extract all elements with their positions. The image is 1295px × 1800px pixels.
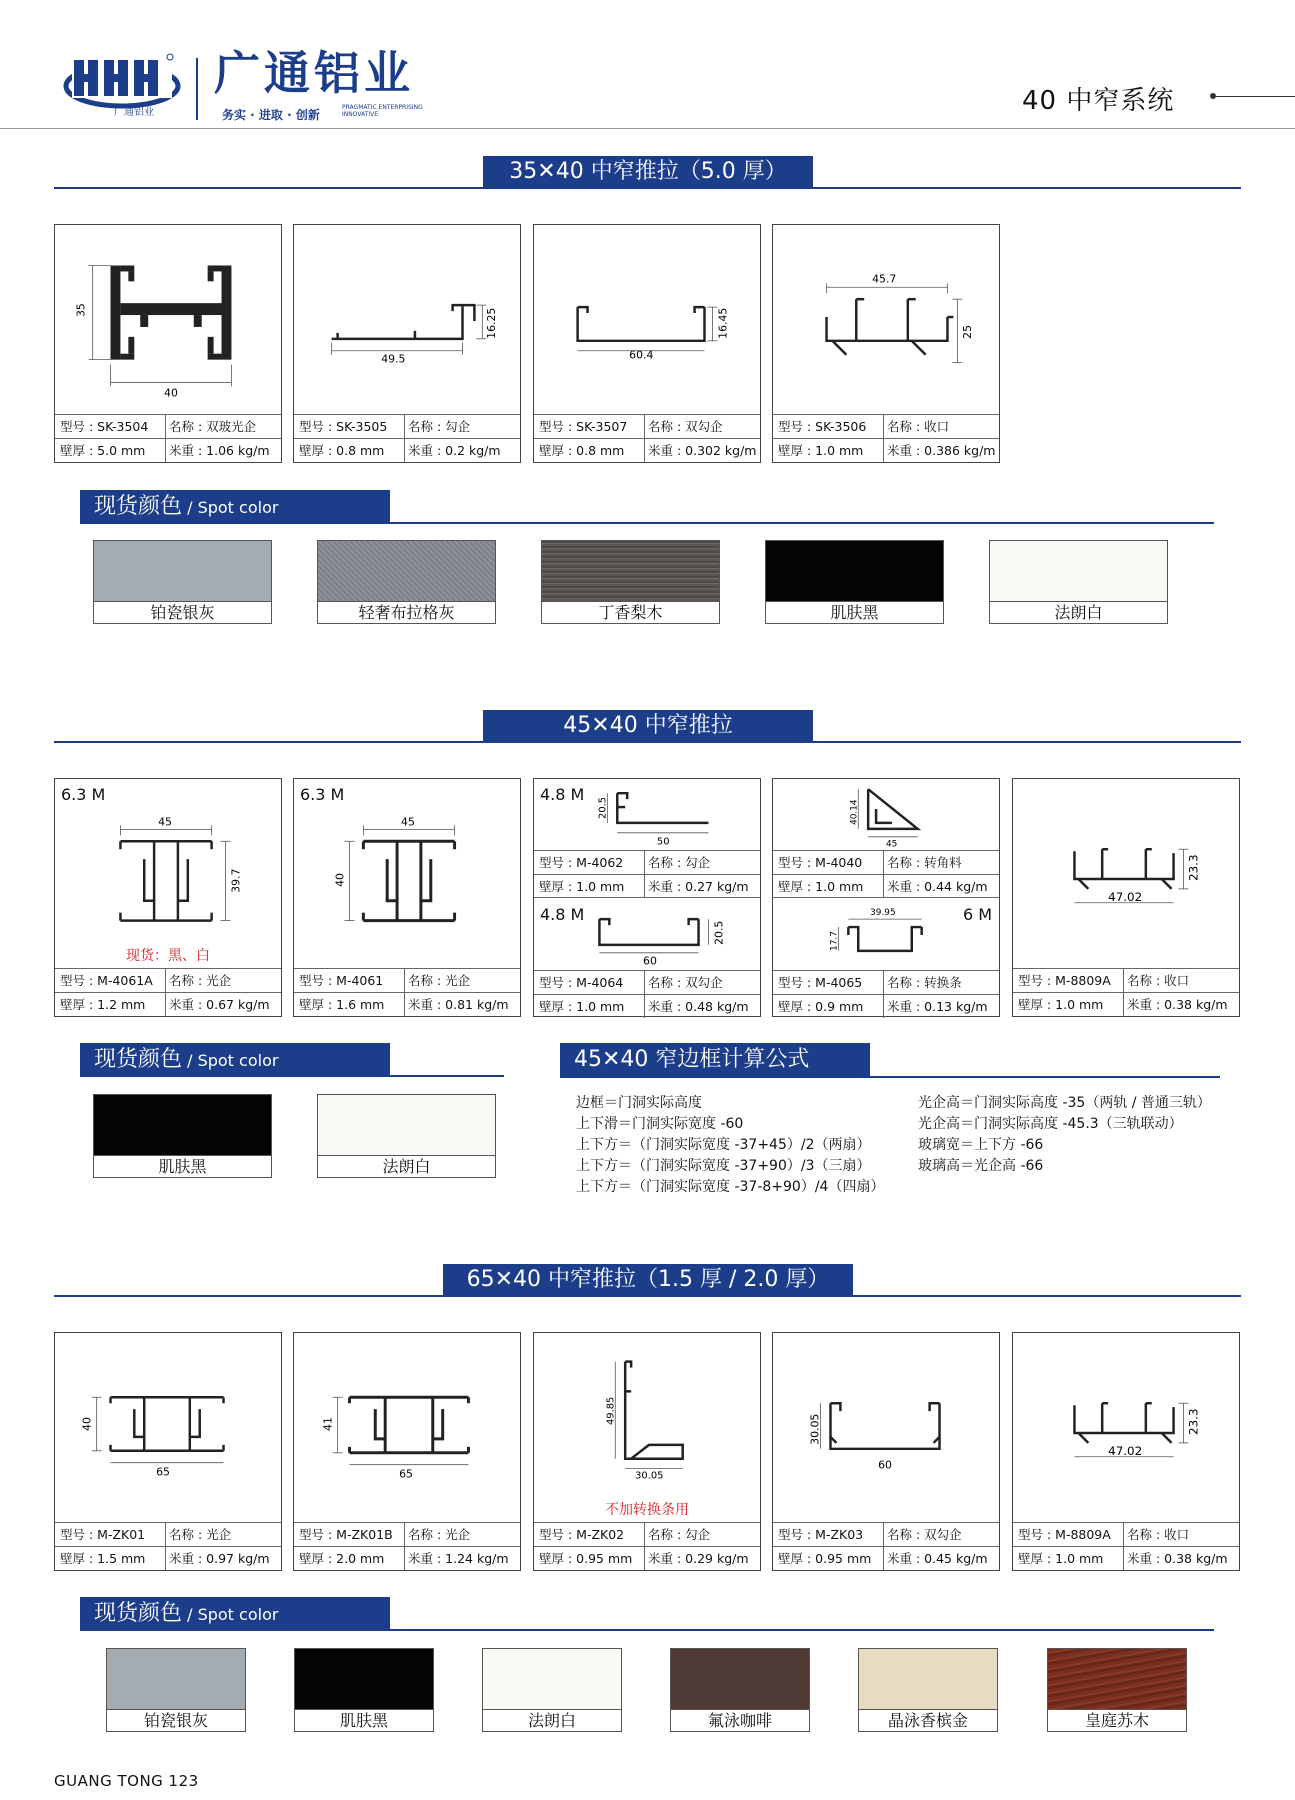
model-value: 型号 : SK-3507: [539, 419, 628, 434]
spec-row: [1013, 992, 1239, 1016]
spec-row: [773, 1522, 999, 1546]
swatch-fill: [318, 1095, 495, 1155]
formula-line: 玻璃宽＝上下方 -66: [918, 1137, 1044, 1153]
wall-value: 壁厚 : 0.8 mm: [539, 443, 625, 458]
logo-caption: 广通铝业: [114, 107, 154, 118]
spec-row: [1013, 1546, 1239, 1570]
profile-card-m4040-m4065: [772, 778, 1000, 1017]
dim-label: 39.95: [870, 908, 896, 919]
color-swatch: [93, 1094, 272, 1178]
profile-drawing: [773, 899, 999, 969]
weight-value: 米重 : 0.13 kg/m: [887, 999, 988, 1014]
wall-value: 壁厚 : 1.0 mm: [778, 443, 864, 458]
name-value: 名称 : 光企: [408, 1527, 471, 1542]
swatch-label: 肌肤黑: [94, 1155, 271, 1177]
spec-table: [773, 1522, 999, 1570]
profile-drawing: [294, 225, 520, 415]
profile-drawing: [773, 1333, 999, 1523]
dim-label: 60: [643, 954, 657, 968]
name-value: 名称 : 勾企: [648, 1527, 711, 1542]
spot-color-rule: [80, 1629, 1214, 1631]
wall-value: 壁厚 : 0.95 mm: [539, 1551, 633, 1566]
name-value: 名称 : 双勾企: [887, 1527, 962, 1542]
weight-value: 米重 : 0.45 kg/m: [887, 1551, 988, 1566]
color-swatch: [858, 1648, 998, 1732]
profile-card-m4061a: [54, 778, 282, 1017]
model-value: 型号 : M-8809A: [1018, 973, 1111, 988]
page-footer: GUANG TONG 123: [54, 1772, 199, 1790]
swatch-fill: [107, 1649, 245, 1709]
dim-label: 25: [961, 324, 975, 339]
dim-label: 45.7: [872, 272, 897, 286]
usage-note: 不加转换条用: [605, 1502, 689, 1518]
model-value: 型号 : M-ZK01B: [299, 1527, 393, 1542]
swatch-fill: [1048, 1649, 1186, 1709]
spot-color-rule: [80, 1075, 504, 1077]
spot-color-banner: 现货颜色 / Spot color: [80, 1043, 390, 1076]
model-value: 型号 : SK-3506: [778, 419, 867, 434]
profile-card-mzk02: [533, 1332, 761, 1571]
spec-table: [55, 1522, 281, 1570]
dim-label: 23.3: [1186, 854, 1201, 881]
name-value: 名称 : 光企: [169, 973, 232, 988]
wall-value: 壁厚 : 1.6 mm: [299, 997, 385, 1012]
dim-label: 40: [80, 1417, 94, 1431]
spec-row: [534, 850, 760, 874]
wall-value: 壁厚 : 1.0 mm: [539, 999, 625, 1014]
wall-value: 壁厚 : 0.9 mm: [778, 999, 864, 1014]
swatch-fill: [295, 1649, 433, 1709]
title-line: [1214, 96, 1295, 97]
formula-line: 边框＝门洞实际高度: [576, 1095, 702, 1111]
section-title-45x40: 45✕40 中窄推拉: [483, 710, 813, 742]
spec-table: [55, 414, 281, 462]
dim-label: 50: [656, 836, 670, 848]
formula-line: 上下滑＝门洞实际宽度 -60: [576, 1116, 744, 1132]
profile-card-m4061: [293, 778, 521, 1017]
spec-row: [773, 850, 999, 874]
model-value: 型号 : SK-3505: [299, 419, 388, 434]
formula-line: 光企高＝门洞实际高度 -45.3（三轨联动）: [918, 1116, 1183, 1132]
formula-line: 上下方＝（门洞实际宽度 -37+90）/3（三扇）: [576, 1158, 871, 1174]
length-label: 6.3 M: [61, 785, 106, 804]
spec-row: [55, 438, 281, 462]
weight-value: 米重 : 0.27 kg/m: [648, 879, 749, 894]
spec-row: [534, 970, 760, 994]
model-value: 型号 : M-ZK03: [778, 1527, 864, 1542]
spec-row: [773, 970, 999, 994]
profile-card-mzk03: [772, 1332, 1000, 1571]
profile-drawing: [55, 225, 281, 415]
profile-drawing: [534, 225, 760, 415]
swatch-label: 铂瓷银灰: [107, 1709, 245, 1731]
model-value: 型号 : M-4062: [539, 855, 624, 870]
dim-label: 49.5: [381, 352, 406, 366]
spec-row: [55, 968, 281, 992]
swatch-fill: [318, 541, 495, 601]
profile-card-m8809a: [1012, 1332, 1240, 1571]
spec-row: [534, 874, 760, 898]
model-value: 型号 : M-4064: [539, 975, 624, 990]
model-value: 型号 : M-4061: [299, 973, 384, 988]
dim-label: 23.3: [1186, 1408, 1201, 1435]
profile-card-sk3507: [533, 224, 761, 463]
formula-line: 上下方＝（门洞实际宽度 -37-8+90）/4（四扇）: [576, 1179, 885, 1195]
dim-label: 17.7: [829, 931, 840, 951]
length-label: 4.8 M: [540, 785, 585, 804]
wall-value: 壁厚 : 1.0 mm: [1018, 1551, 1104, 1566]
dim-label: 40.14: [849, 799, 860, 825]
formula-rule: [560, 1076, 1220, 1078]
wall-value: 壁厚 : 5.0 mm: [60, 443, 146, 458]
model-value: 型号 : SK-3504: [60, 419, 149, 434]
swatch-label: 氟泳咖啡: [671, 1709, 809, 1731]
spot-color-rule: [80, 522, 1214, 524]
dim-label: 30.05: [808, 1413, 822, 1445]
profile-half-m4040: [773, 779, 999, 898]
formula-line: 光企高＝门洞实际高度 -35（两轨 / 普通三轨）: [918, 1095, 1211, 1111]
spec-row: [55, 414, 281, 438]
name-value: 名称 : 双勾企: [648, 419, 723, 434]
dim-label: 49.85: [605, 1396, 617, 1426]
profile-card-m4062-m4064: [533, 778, 761, 1017]
spec-table: [534, 970, 760, 1018]
swatch-fill: [859, 1649, 997, 1709]
dim-label: 40: [333, 873, 347, 887]
swatch-fill: [483, 1649, 621, 1709]
weight-value: 米重 : 0.386 kg/m: [887, 443, 996, 458]
swatch-fill: [671, 1649, 809, 1709]
slogan: 务实 · 进取 · 创新: [222, 108, 320, 122]
length-label: 6 M: [963, 905, 993, 924]
dim-label: 47.02: [1108, 889, 1143, 904]
spec-row: [55, 1522, 281, 1546]
color-swatch: [765, 540, 944, 624]
weight-value: 米重 : 1.06 kg/m: [169, 443, 270, 458]
spec-table: [773, 414, 999, 462]
spec-row: [534, 994, 760, 1018]
dim-label: 16.25: [485, 307, 499, 339]
spec-row: [1013, 1522, 1239, 1546]
section-title-35x40: 35✕40 中窄推拉（5.0 厚）: [483, 156, 813, 188]
spot-color-banner: 现货颜色 / Spot color: [80, 490, 390, 523]
model-value: 型号 : M-8809A: [1018, 1527, 1111, 1542]
spec-row: [534, 1546, 760, 1570]
swatch-label: 丁香梨木: [542, 601, 719, 623]
spec-row: [773, 414, 999, 438]
dim-label: 45: [158, 815, 172, 829]
name-value: 名称 : 光企: [408, 973, 471, 988]
weight-value: 米重 : 0.44 kg/m: [887, 879, 988, 894]
profile-half-m4062: [534, 779, 760, 898]
wall-value: 壁厚 : 1.2 mm: [60, 997, 146, 1012]
profile-card-sk3504: [54, 224, 282, 463]
spec-row: [294, 438, 520, 462]
dim-label: 20.5: [712, 920, 726, 945]
spec-row: [294, 992, 520, 1016]
spec-row: [294, 1522, 520, 1546]
name-value: 名称 : 勾企: [648, 855, 711, 870]
name-value: 名称 : 双玻光企: [169, 419, 257, 434]
dim-label: 35: [74, 303, 88, 318]
spec-row: [773, 874, 999, 898]
spec-table: [534, 414, 760, 462]
dim-label: 45: [401, 815, 415, 829]
profile-drawing: [55, 779, 281, 969]
color-swatch: [989, 540, 1168, 624]
spec-row: [55, 992, 281, 1016]
dim-label: 60.4: [629, 348, 654, 362]
wall-value: 壁厚 : 1.5 mm: [60, 1551, 146, 1566]
dim-label: 20.5: [597, 796, 609, 819]
color-swatch: [670, 1648, 810, 1732]
profile-drawing: [294, 1333, 520, 1523]
spec-row: [534, 1522, 760, 1546]
spec-row: [294, 414, 520, 438]
color-swatch: [106, 1648, 246, 1732]
profile-card-sk3505: [293, 224, 521, 463]
page-title: 40 中窄系统: [1022, 86, 1175, 116]
swatch-label: 肌肤黑: [766, 601, 943, 623]
color-swatch: [317, 540, 496, 624]
dim-label: 16.45: [716, 307, 730, 339]
name-value: 名称 : 光企: [169, 1527, 232, 1542]
name-value: 名称 : 收口: [1127, 973, 1190, 988]
spec-row: [294, 1546, 520, 1570]
color-swatch: [482, 1648, 622, 1732]
spec-table: [534, 1522, 760, 1570]
profile-card-mzk01: [54, 1332, 282, 1571]
swatch-label: 肌肤黑: [295, 1709, 433, 1731]
wall-value: 壁厚 : 2.0 mm: [299, 1551, 385, 1566]
color-swatch: [93, 540, 272, 624]
color-swatch: [317, 1094, 496, 1178]
formula-line: 上下方＝（门洞实际宽度 -37+45）/2（两扇）: [576, 1137, 871, 1153]
weight-value: 米重 : 0.38 kg/m: [1127, 1551, 1228, 1566]
weight-value: 米重 : 0.97 kg/m: [169, 1551, 270, 1566]
profile-half-m4065: [773, 899, 999, 1018]
weight-value: 米重 : 0.29 kg/m: [648, 1551, 749, 1566]
swatch-fill: [542, 541, 719, 601]
formula-banner: 45✕40 窄边框计算公式: [560, 1043, 870, 1076]
spec-row: [534, 438, 760, 462]
profile-drawing: [1013, 1333, 1239, 1523]
swatch-label: 晶泳香槟金: [859, 1709, 997, 1731]
spec-row: [773, 1546, 999, 1570]
spec-table: [773, 970, 999, 1018]
profile-drawing: [773, 225, 999, 415]
swatch-label: 轻奢布拉格灰: [318, 601, 495, 623]
dim-label: 30.05: [635, 1470, 664, 1482]
weight-value: 米重 : 0.302 kg/m: [648, 443, 757, 458]
name-value: 名称 : 转角料: [887, 855, 962, 870]
weight-value: 米重 : 0.48 kg/m: [648, 999, 749, 1014]
name-value: 名称 : 收口: [887, 419, 950, 434]
swatch-fill: [766, 541, 943, 601]
header-rule: [0, 128, 1295, 129]
wall-value: 壁厚 : 1.0 mm: [539, 879, 625, 894]
color-swatch: [294, 1648, 434, 1732]
spec-table: [1013, 1522, 1239, 1570]
swatch-label: 法朗白: [318, 1155, 495, 1177]
dim-label: 60: [878, 1458, 892, 1472]
formula-line: 玻璃高＝光企高 -66: [918, 1158, 1044, 1174]
profile-drawing: [773, 779, 999, 849]
color-swatch: [1047, 1648, 1187, 1732]
name-value: 名称 : 收口: [1127, 1527, 1190, 1542]
profile-half-m4064: [534, 899, 760, 1018]
weight-value: 米重 : 0.67 kg/m: [169, 997, 270, 1012]
model-value: 型号 : M-4065: [778, 975, 863, 990]
stock-note: 现货：黑、白: [126, 948, 210, 964]
spec-row: [294, 968, 520, 992]
model-value: 型号 : M-4040: [778, 855, 863, 870]
spec-row: [773, 438, 999, 462]
model-value: 型号 : M-ZK01: [60, 1527, 146, 1542]
name-value: 名称 : 勾企: [408, 419, 471, 434]
spec-row: [55, 1546, 281, 1570]
model-value: 型号 : M-4061A: [60, 973, 153, 988]
profile-card-m8809a: [1012, 778, 1240, 1017]
dim-label: 41: [321, 1417, 335, 1431]
spec-table: [294, 1522, 520, 1570]
spec-table: [294, 968, 520, 1016]
swatch-fill: [94, 1095, 271, 1155]
dim-label: 47.02: [1108, 1443, 1143, 1458]
name-value: 名称 : 双勾企: [648, 975, 723, 990]
profile-card-mzk01b: [293, 1332, 521, 1571]
dim-label: 45: [886, 839, 898, 849]
profile-drawing: [55, 1333, 281, 1523]
spec-row: [1013, 968, 1239, 992]
model-value: 型号 : M-ZK02: [539, 1527, 625, 1542]
swatch-fill: [94, 541, 271, 601]
slogan-english: PRAGMATIC ENTERPRISING INNOVATIVE: [342, 104, 423, 118]
name-value: 名称 : 转换条: [887, 975, 962, 990]
brand-divider: [196, 58, 198, 120]
profile-drawing: [534, 899, 760, 969]
spec-row: [534, 414, 760, 438]
swatch-label: 皇庭苏木: [1048, 1709, 1186, 1731]
swatch-label: 铂瓷银灰: [94, 601, 271, 623]
swatch-fill: [990, 541, 1167, 601]
dim-label: 65: [156, 1465, 170, 1479]
brand-name: 广通铝业: [214, 46, 414, 100]
wall-value: 壁厚 : 1.0 mm: [778, 879, 864, 894]
wall-value: 壁厚 : 1.0 mm: [1018, 997, 1104, 1012]
color-swatch: [541, 540, 720, 624]
swatch-label: 法朗白: [990, 601, 1167, 623]
weight-value: 米重 : 1.24 kg/m: [408, 1551, 509, 1566]
spec-row: [773, 994, 999, 1018]
spec-table: [534, 850, 760, 898]
spec-table: [55, 968, 281, 1016]
weight-value: 米重 : 0.2 kg/m: [408, 443, 501, 458]
section-title-65x40: 65✕40 中窄推拉（1.5 厚 / 2.0 厚）: [443, 1264, 853, 1296]
dim-label: 39.7: [229, 868, 243, 893]
wall-value: 壁厚 : 0.8 mm: [299, 443, 385, 458]
spec-table: [294, 414, 520, 462]
weight-value: 米重 : 0.81 kg/m: [408, 997, 509, 1012]
spec-table: [773, 850, 999, 898]
length-label: 6.3 M: [300, 785, 345, 804]
profile-drawing: [534, 1333, 760, 1523]
profile-drawing: [1013, 779, 1239, 969]
profile-drawing: [534, 779, 760, 849]
profile-card-sk3506: [772, 224, 1000, 463]
profile-drawing: [294, 779, 520, 969]
dim-label: 65: [399, 1467, 413, 1481]
wall-value: 壁厚 : 0.95 mm: [778, 1551, 872, 1566]
dim-label: 40: [164, 386, 178, 400]
spec-table: [1013, 968, 1239, 1016]
length-label: 4.8 M: [540, 905, 585, 924]
spot-color-banner: 现货颜色 / Spot color: [80, 1597, 390, 1630]
weight-value: 米重 : 0.38 kg/m: [1127, 997, 1228, 1012]
swatch-label: 法朗白: [483, 1709, 621, 1731]
